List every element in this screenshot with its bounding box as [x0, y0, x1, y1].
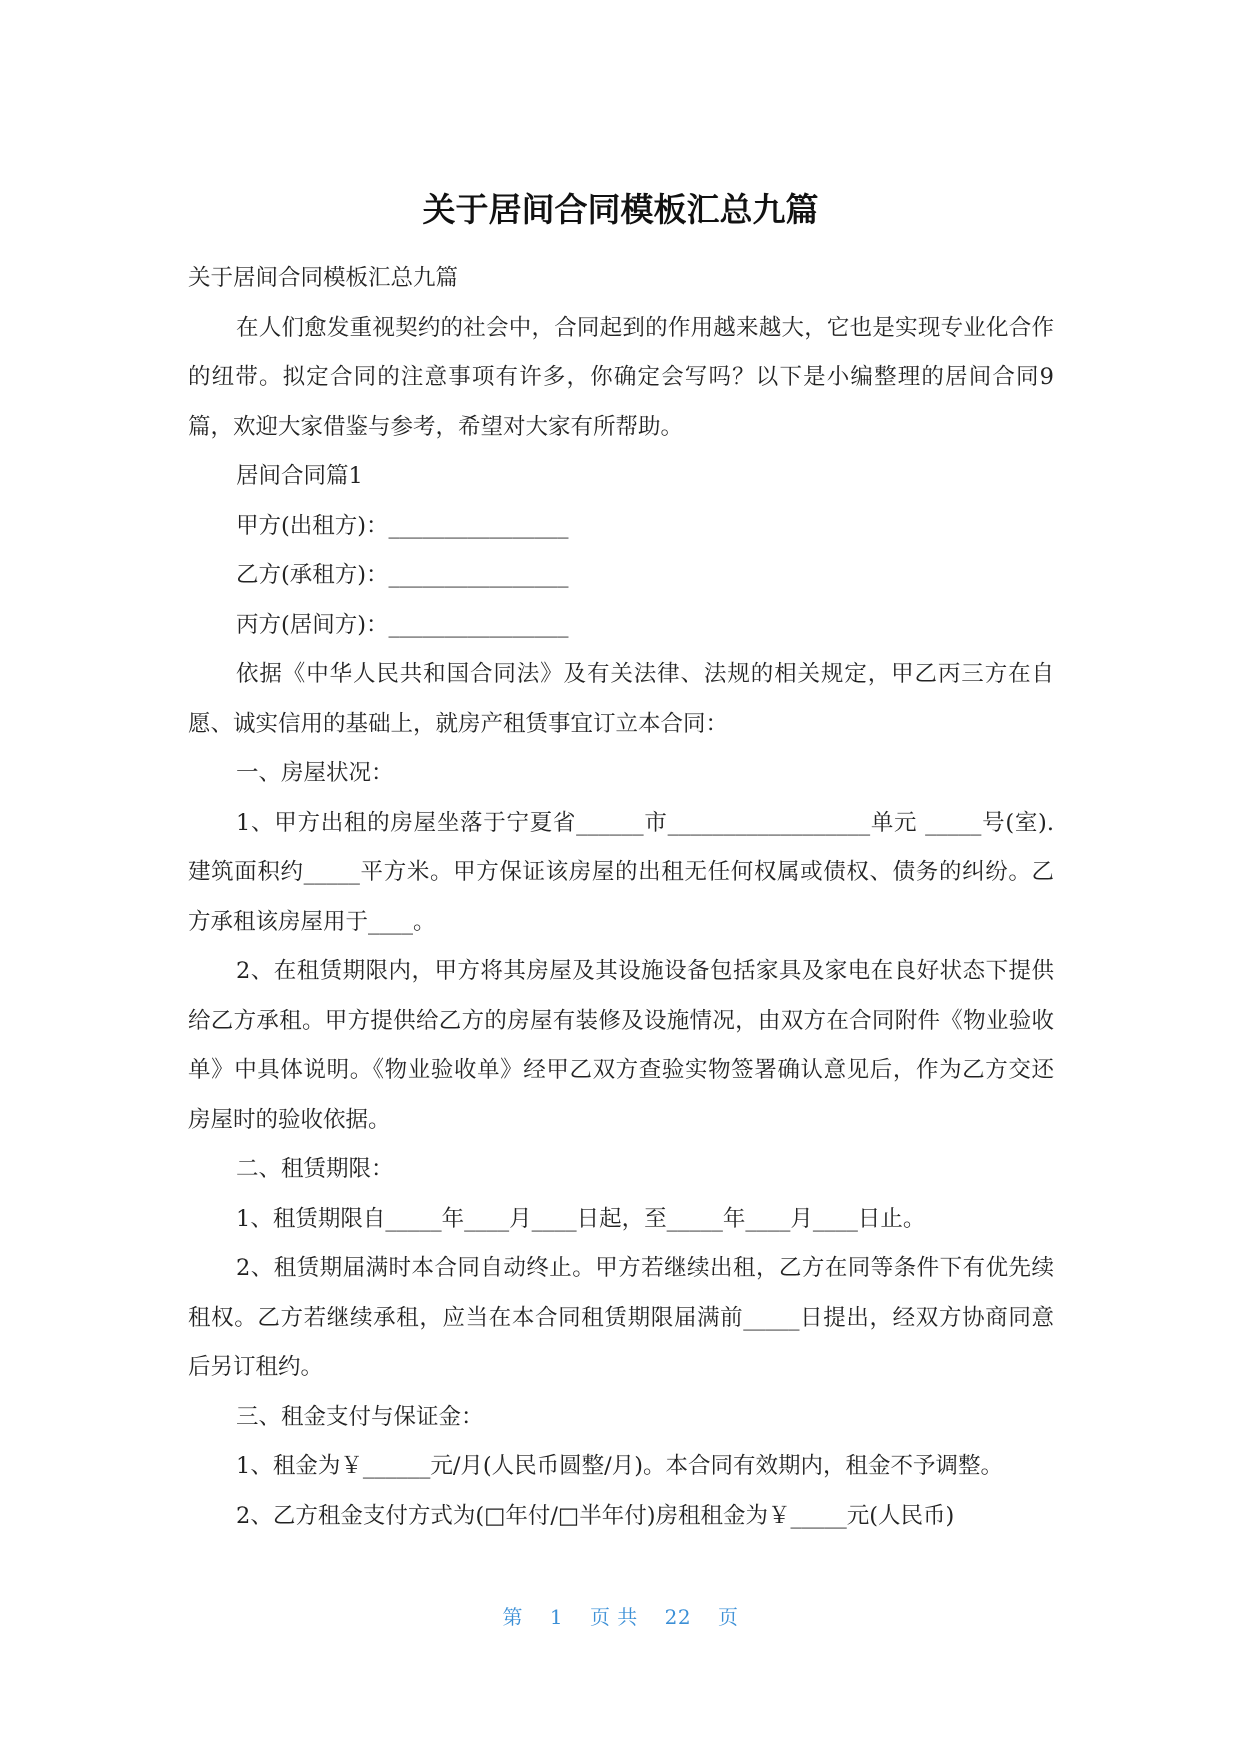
paragraph: 依据《中华人民共和国合同法》及有关法律、法规的相关规定，甲乙丙三方在自愿、诚实信用的基础上，就房产租赁事宜订立本合同： — [188, 661, 1054, 737]
document-title: 关于居间合同模板汇总九篇 — [422, 190, 819, 229]
document-body — [188, 254, 1054, 1541]
footer-total-pages: 22 — [664, 1605, 692, 1629]
clause: 2、乙方租金支付方式为(□年付/□半年付)房租租金为￥_____元(人民币) — [236, 1502, 955, 1529]
clause: 1、租金为￥______元/月(人民币圆整/月)。本合同有效期内，租金不予调整。 — [236, 1453, 1004, 1479]
footer-current-page: 1 — [549, 1605, 564, 1629]
clause: 1、租赁期限自_____年____月____日起，至_____年____月____日止。 — [236, 1205, 926, 1232]
page-footer — [0, 1602, 1241, 1632]
clause: 2、租赁期届满时本合同自动终止。甲方若继续出租，乙方在同等条件下有优先续租权。乙方若继续承租，应当在本合同租赁期限届满前_____日提出，经双方协商同意后另订租约。 — [188, 1255, 1054, 1380]
footer-label-of: 页 共 — [589, 1605, 638, 1629]
footer-label-pages: 页 — [717, 1605, 739, 1629]
clause-heading: 二、租赁期限： — [236, 1156, 394, 1182]
party-b-line: 乙方(承租方)：________________ — [236, 562, 569, 588]
clause: 2、在租赁期限内，甲方将其房屋及其设施设备包括家具及家电在良好状态下提供给乙方承租。甲方提供给乙方的房屋有装修及设施情况，由双方在合同附件《物业验收单》中具体说明。《物业验收单》经甲乙双方查验实物签署确认意见后，作为乙方交还房屋时的验收依据。 — [188, 958, 1054, 1133]
paragraph: 在人们愈发重视契约的社会中，合同起到的作用越来越大，它也是实现专业化合作的纽带。拟定合同的注意事项有许多，你确定会写吗？以下是小编整理的居间合同9篇，欢迎大家借鉴与参考，希望对大家有所帮助。 — [188, 314, 1054, 440]
party-a-line: 甲方(出租方)：________________ — [236, 512, 569, 539]
footer-label-page: 第 — [502, 1605, 523, 1629]
section-heading: 居间合同篇1 — [236, 463, 363, 489]
clause-heading: 一、房屋状况： — [236, 760, 394, 786]
paragraph: 关于居间合同模板汇总九篇 — [188, 265, 459, 291]
party-c-line: 丙方(居间方)：________________ — [236, 611, 569, 638]
clause: 1、甲方出租的房屋坐落于宁夏省______市__________________单元 _____号(室).建筑面积约_____平方米。甲方保证该房屋的出租无任何权属或债权、债务的纠纷。乙方承租该房屋用于____。 — [188, 809, 1054, 935]
clause-heading: 三、租金支付与保证金： — [236, 1403, 484, 1430]
